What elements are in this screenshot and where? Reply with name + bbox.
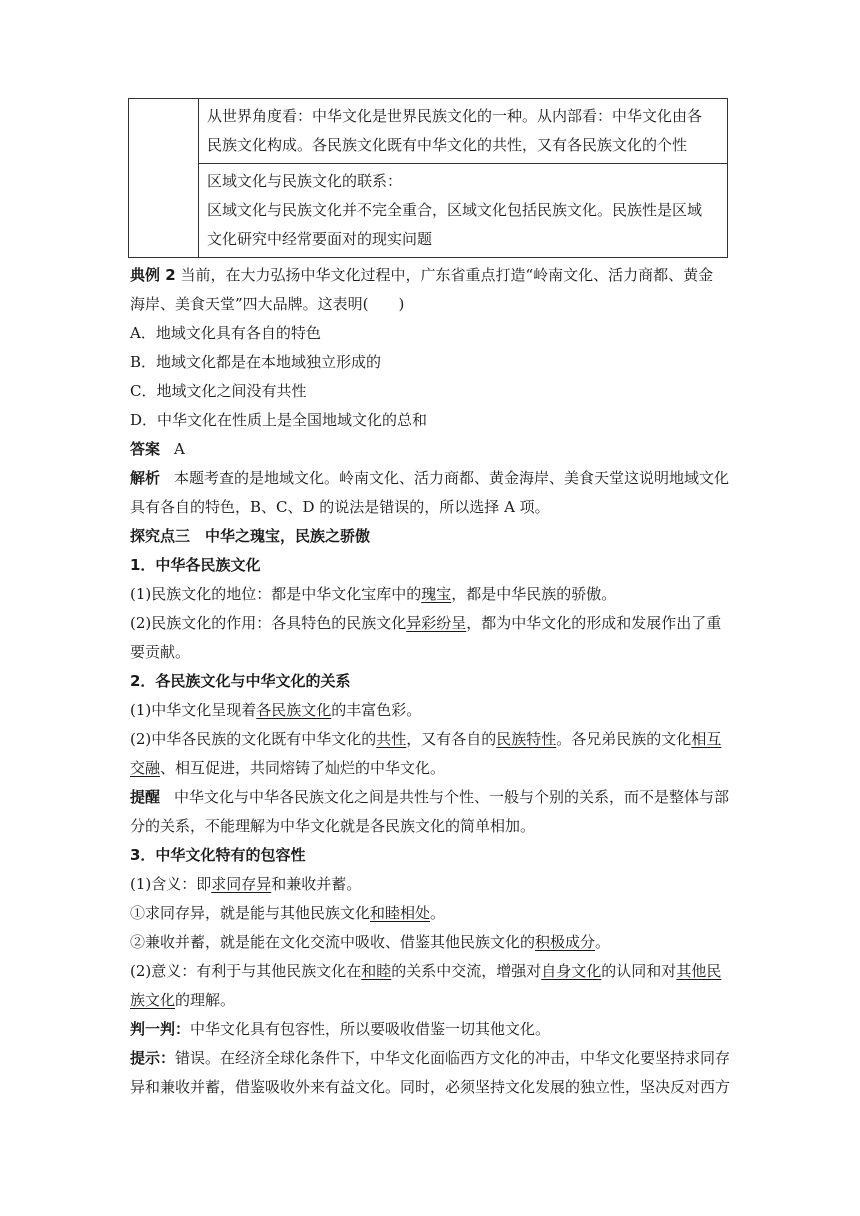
hint-label: 提示： [130, 1049, 176, 1067]
paragraph-role: (2)民族文化的作用：各具特色的民族文化异彩纷呈，都为中华文化的形成和发展作出了重 [130, 614, 722, 632]
paragraph-colors: (1)中华文化呈现着各民族文化的丰富色彩。 [130, 701, 422, 719]
example-question: 典例 2 当前，在大力弘扬中华文化过程中，广东省重点打造“岭南文化、活力商都、黄金 [130, 266, 714, 284]
paragraph-status: (1)民族文化的地位：都是中华文化宝库中的瑰宝，都是中华民族的骄傲。 [130, 585, 617, 603]
tip-line: 提醒 中华文化与中华各民族文化之间是共性与个性、一般与个别的关系，而不是整体与部 [130, 788, 730, 806]
table-cell-region-link [199, 164, 728, 258]
table-cell-world-view [199, 99, 728, 164]
table-row [129, 164, 728, 258]
judge-line: 判一判：中华文化具有包容性，所以要吸收借鉴一切其他文化。 [130, 1020, 551, 1038]
analysis-label: 解析 [130, 469, 161, 487]
paragraph-significance: (2)意义：有利于与其他民族文化在和睦的关系中交流，增强对自身文化的认同和对其他民 [130, 962, 722, 980]
paragraph-seek-common: ①求同存异，就是能与其他民族文化和睦相处。 [130, 904, 446, 922]
heading-3: 3．中华文化特有的包容性 [130, 846, 306, 864]
table-text-line: 从世界角度看：中华文化是世界民族文化的一种。从内部看：中华文化由各 [207, 107, 703, 125]
underlined-term: 和睦 [361, 962, 392, 980]
underlined-term: 交融 [130, 759, 161, 777]
underlined-term: 求同存异 [211, 875, 272, 893]
table-text-line: 区域文化与民族文化的联系： [207, 172, 403, 190]
paragraph-significance-cont: 族文化的理解。 [130, 991, 236, 1009]
paragraph-absorb: ②兼收并蓄，就是能在文化交流中吸收、借鉴其他民族文化的积极成分。 [130, 933, 611, 951]
table-row [129, 99, 728, 164]
table-blank-cell [129, 99, 199, 258]
underlined-term: 民族特性 [496, 730, 557, 748]
hint-line-cont: 异和兼收并蓄，借鉴吸收外来有益文化。同时，必须坚持文化发展的独立性，坚决反对西方 [130, 1078, 731, 1096]
underlined-term: 各民族文化 [256, 701, 332, 719]
analysis-line: 解析 本题考查的是地域文化。岭南文化、活力商都、黄金海岸、美食天堂这说明地域文化 [130, 469, 730, 487]
underlined-term: 共性 [376, 730, 407, 748]
option-d: D．中华文化在性质上是全国地域文化的总和 [130, 411, 428, 429]
underlined-term: 其他民 [676, 962, 722, 980]
underlined-term: 和睦相处 [370, 904, 431, 922]
example-question-cont: 海岸、美食天堂”四大品牌。这表明( ) [130, 295, 405, 313]
document-page [130, 98, 730, 1102]
underlined-term: 相互 [691, 730, 722, 748]
tip-line-cont: 分的关系，不能理解为中华文化就是各民族文化的简单相加。 [130, 817, 536, 835]
answer-line [130, 435, 730, 464]
heading-2: 2．各民族文化与中华文化的关系 [130, 672, 351, 690]
underlined-term: 瑰宝 [421, 585, 452, 603]
hint-line: 提示：错误。在经济全球化条件下，中华文化面临西方文化的冲击，中华文化要坚持求同存 [130, 1049, 731, 1067]
underlined-term: 异彩纷呈 [406, 614, 467, 632]
paragraph-role-cont: 要贡献。 [130, 643, 191, 661]
underlined-term: 族文化 [130, 991, 176, 1009]
paragraph-meaning: (1)含义：即求同存异和兼收并蓄。 [130, 875, 362, 893]
table-text-line: 民族文化构成。各民族文化既有中华文化的共性，又有各民族文化的个性 [207, 136, 688, 154]
option-c: C．地域文化之间没有共性 [130, 382, 307, 400]
relation-table [128, 98, 728, 258]
table-text-line: 文化研究中经常要面对的现实问题 [207, 230, 433, 248]
paragraph-common: (2)中华各民族的文化既有中华文化的共性，又有各自的民族特性。各兄弟民族的文化相互 [130, 730, 722, 748]
heading-1: 1．中华各民族文化 [130, 556, 261, 574]
underlined-term: 自身文化 [541, 962, 602, 980]
paragraph-common-cont: 交融、相互促进，共同熔铸了灿烂的中华文化。 [130, 759, 446, 777]
option-b: B．地域文化都是在本地域独立形成的 [130, 353, 382, 371]
option-a: A．地域文化具有各自的特色 [130, 324, 321, 342]
table-text-line: 区域文化与民族文化并不完全重合，区域文化包括民族文化。民族性是区域 [207, 201, 703, 219]
underlined-term: 积极成分 [535, 933, 596, 951]
tip-label: 提醒 [130, 788, 161, 806]
answer-label: 答案 [130, 440, 161, 458]
answer-value: A [174, 440, 185, 458]
section-title: 探究点三 中华之瑰宝，民族之骄傲 [130, 527, 371, 545]
example-label: 典例 2 [130, 266, 176, 284]
analysis-line-cont: 具有各自的特色，B、C、D 的说法是错误的，所以选择 A 项。 [130, 498, 550, 516]
judge-label: 判一判： [130, 1020, 191, 1038]
